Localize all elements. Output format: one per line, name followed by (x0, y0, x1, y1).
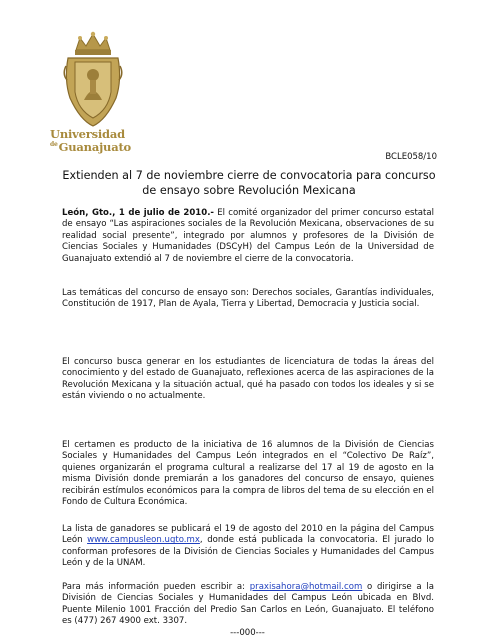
dateline: León, Gto., 1 de julio de 2010.- (62, 208, 214, 218)
bulletin-code: BCLE058/10 (385, 152, 437, 162)
contact-email-link[interactable]: praxisahora@hotmail.com (249, 582, 363, 592)
closing-mark: ---000--- (230, 628, 265, 638)
paragraph-winners (62, 524, 434, 570)
paragraph-contact-part2: o dirigirse a la División de Ciencias Sociales y Humanidades del Campus León ubicada en Blvd. Puente Milenio 1001 Fracción del Predio San Carlos en León, Guanajuato. El teléfono es (477) 267 4900 ext. 3307. (62, 582, 434, 627)
paragraph-initiative: El certamen es producto de la iniciativa de 16 alumnos de la División de Ciencias Sociales y Humanidades del Campus León integrados en el “Colectivo De Raíz”, quienes organizarán el programa cultural a realizarse del 17 al 19 de agosto en la misma División donde premiarán a los ganadores del concurso de ensayo, quienes recibirán estímulos económicos para la compra de libros del tema de su elección en el Fondo de Cultura Económica. (62, 440, 434, 508)
campus-website-link[interactable]: www.campusleon.ugto.mx (87, 535, 200, 546)
paragraph-winners-part2: , donde está publicada la convocatoria. El jurado lo conforman profesores de la División de Ciencias Sociales y Humanidades del Campus León y de la UNAM. (62, 535, 434, 569)
paragraph-winners-part1: La lista de ganadores se publicará el 19 de agosto del 2010 en la página del Campus León (62, 524, 434, 546)
paragraph-intro-body: El comité organizador del primer concurso estatal de ensayo “Las aspiraciones sociales de la Revolución Mexicana, observaciones de su realidad social presente”, integrado por alumnos y profesores de la División de Ciencias Sociales y Humanidades (DSCyH) del Campus León de la Universidad de Guanajuato extendió al 7 de noviembre el cierre de la convocatoria. (62, 208, 434, 264)
paragraph-contact-part1: Para más información pueden escribir a: (62, 582, 250, 592)
paragraph-contact (62, 582, 434, 628)
logo-text-guanajuato-word: Guanajuato (58, 140, 132, 154)
paragraph-purpose: El concurso busca generar en los estudiantes de licenciatura de todas la áreas del conocimiento y del estado de Guanajuato, reflexiones acerca de las aspiraciones de la Revolución Mexicana y la situación actual, qué ha pasado con todos los ideales y si se están viviendo o no actualmente. (62, 357, 434, 402)
press-release-title: Extienden al 7 de noviembre cierre de convocatoria para concurso de ensayo sobre Revolución Mexicana (62, 169, 436, 197)
logo-text-guanajuato (50, 140, 131, 154)
logo-text-de: de (50, 141, 58, 149)
paragraph-intro (62, 208, 434, 265)
paragraph-themes: Las temáticas del concurso de ensayo son: Derechos sociales, Garantías individuales, Constitución de 1917, Plan de Ayala, Tierra y Libertad, Democracia y Justicia social. (62, 288, 434, 310)
logo-text-universidad: Universidad (50, 127, 125, 141)
